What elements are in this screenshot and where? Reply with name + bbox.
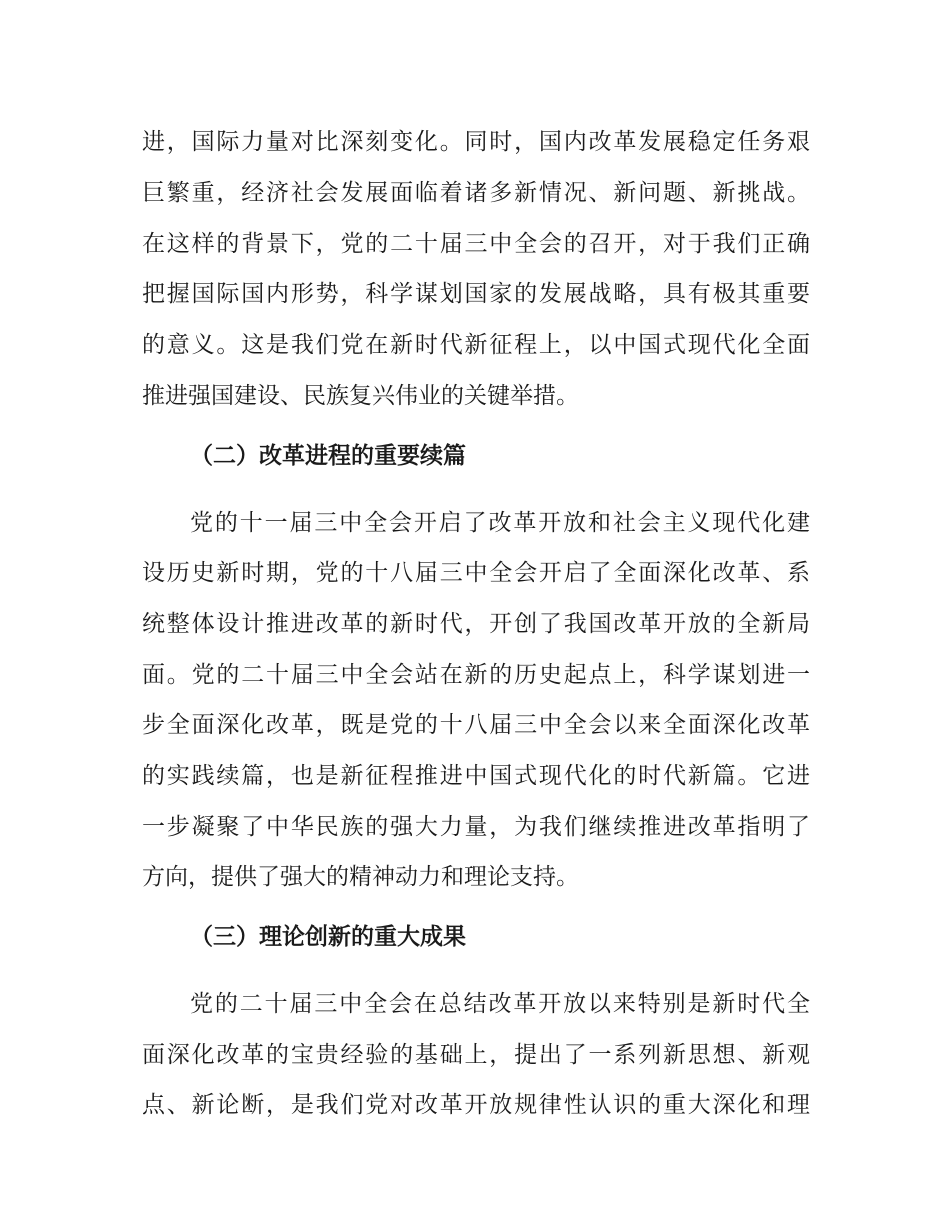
paragraph-line: 党的二十届三中全会在总结改革开放以来特别是新时代全 bbox=[190, 991, 810, 1017]
paragraph-line: 的实践续篇，也是新征程推进中国式现代化的时代新篇。它进 bbox=[142, 763, 810, 789]
paragraph-line: 点、新论断，是我们党对改革开放规律性认识的重大深化和理 bbox=[142, 1092, 810, 1118]
paragraph-line: 设历史新时期，党的十八届三中全会开启了全面深化改革、系 bbox=[142, 560, 810, 586]
paragraph-line: 方向，提供了强大的精神动力和理论支持。 bbox=[142, 864, 579, 890]
section-heading: （二）改革进程的重要续篇 bbox=[190, 443, 466, 469]
paragraph-line: 一步凝聚了中华民族的强大力量，为我们继续推进改革指明了 bbox=[142, 814, 810, 840]
paragraph-line: 的意义。这是我们党在新时代新征程上，以中国式现代化全面 bbox=[142, 332, 810, 358]
paragraph-line: 推进强国建设、民族复兴伟业的关键举措。 bbox=[142, 383, 579, 409]
section-heading: （三）理论创新的重大成果 bbox=[190, 924, 466, 950]
paragraph-line: 把握国际国内形势，科学谋划国家的发展战略，具有极其重要 bbox=[142, 281, 810, 307]
paragraph-line: 面深化改革的宝贵经验的基础上，提出了一系列新思想、新观 bbox=[142, 1042, 810, 1068]
paragraph-line: 党的十一届三中全会开启了改革开放和社会主义现代化建 bbox=[190, 510, 810, 536]
paragraph-line: 统整体设计推进改革的新时代，开创了我国改革开放的全新局 bbox=[142, 611, 810, 637]
paragraph-line: 步全面深化改革，既是党的十八届三中全会以来全面深化改革 bbox=[142, 712, 810, 738]
paragraph-line: 在这样的背景下，党的二十届三中全会的召开，对于我们正确 bbox=[142, 231, 810, 257]
paragraph-line: 进，国际力量对比深刻变化。同时，国内改革发展稳定任务艰 bbox=[142, 129, 810, 155]
paragraph-line: 巨繁重，经济社会发展面临着诸多新情况、新问题、新挑战。 bbox=[142, 180, 810, 206]
paragraph-line: 面。党的二十届三中全会站在新的历史起点上，科学谋划进一 bbox=[142, 662, 810, 688]
